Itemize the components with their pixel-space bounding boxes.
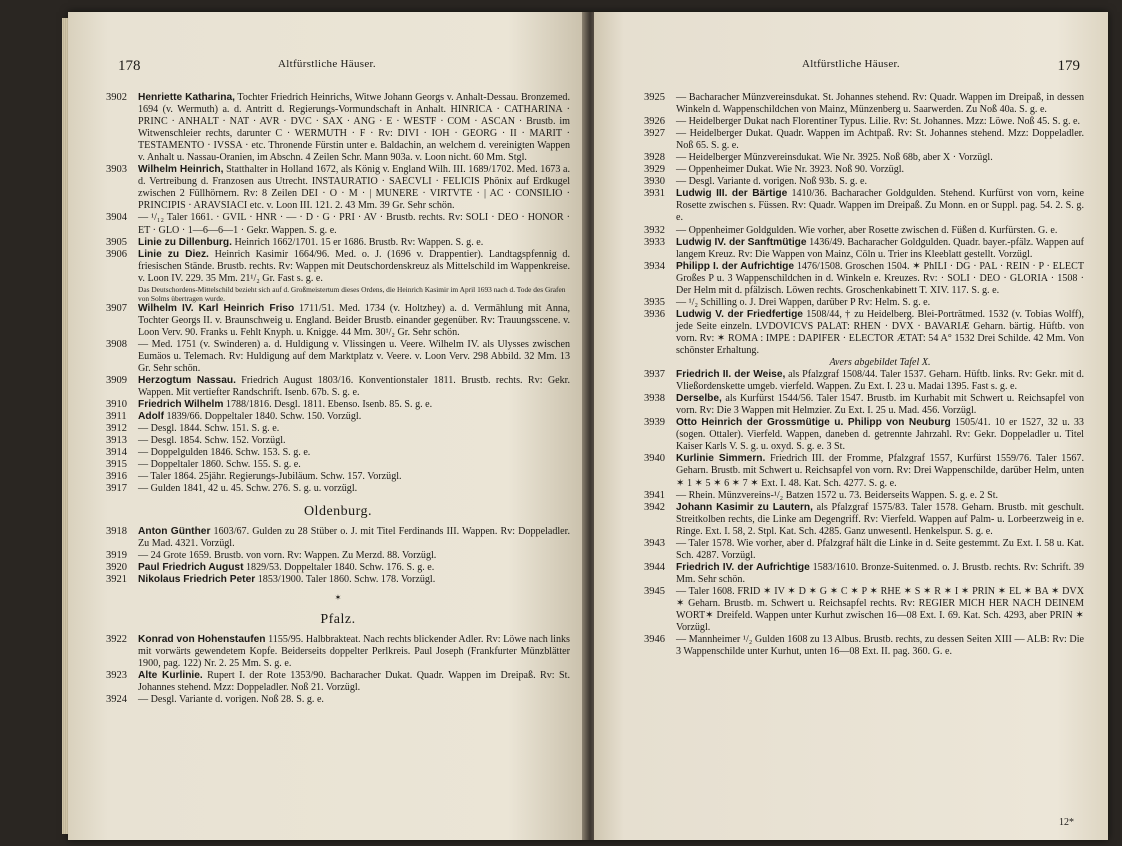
entry-ruler-name: Kurlinie Simmern. (676, 453, 766, 465)
entry-description: Heinrich Kasimir 1664/96. Med. o. J. (1696 v. Drappentier). Landtagspfennig d. friesischen Stände. Brustb. rechts. Rv: Wappen mit Deutschordenskreuz als Mittelschild im Wappenkreise. v. Loon IV. 229. 35 Mm. 21¹/₂ Gr. Fast s. g. e. (138, 248, 571, 284)
section-title-pfalz: Pfalz. (320, 611, 356, 627)
catalog-entry (644, 297, 1084, 309)
catalog-entry (644, 116, 1084, 128)
catalog-entry (644, 490, 1084, 502)
catalog-entry (106, 303, 570, 339)
entry-ruler-name: Philipp I. der Aufrichtige (676, 260, 795, 272)
entry-ruler-name: Anton Günther (138, 525, 211, 537)
entry-number: 3928 (644, 152, 665, 164)
entry-ruler-name: Friedrich IV. der Aufrichtige (676, 561, 810, 573)
entry-number: 3911 (106, 411, 127, 423)
entry-description: — Desgl. Variante d. vorigen. Noß 93b. S. g. e. (676, 176, 868, 188)
entry-number: 3933 (644, 236, 665, 248)
entry-number: 3926 (644, 116, 665, 128)
catalog-entry (106, 411, 570, 423)
right-page-number: 179 (1057, 58, 1080, 74)
entry-description: — Mannheimer ¹/₂ Gulden 1608 zu 13 Albus. Brustb. rechts, zu dessen Seiten XIII — ALB: Rv: Die 3 Wappenschilde unter Kurhut, unten 16—08 Ext. II. pag. 360. G. e. (676, 634, 1084, 658)
ornament-icon: ✶ (334, 592, 342, 602)
entry-number: 3923 (106, 670, 127, 682)
entry-number: 3935 (644, 296, 665, 308)
entry-description: — Taler 1864. 25jähr. Regierungs-Jubiläum. Schw. 157. Vorzügl. (138, 471, 402, 483)
entry-description: Friedrich August 1803/16. Konventionstaler 1811. Brustb. rechts. Rv: Gekr. Wappen. Mit vertiefter Randschrift. Isenb. 67b. S. g. e. (138, 375, 570, 399)
entry-description: Heinrich 1662/1701. 15 er 1686. Brustb. Rv: Wappen. S. g. e. (231, 236, 484, 248)
entry-description: — Bacharacher Münzvereinsdukat. St. Johannes stehend. Rv: Quadr. Wappen im Dreipaß, in dessen Winkeln d. Wappenschildchen von Mainz, Münzenberg u. Saarwerden. Zu Noß 40a. S. g. e. (676, 92, 1084, 116)
catalog-entry (106, 634, 570, 670)
entry-description: als Kurfürst 1544/56. Taler 1547. Brustb. im Kurhabit mit Schwert u. Reichsapfel von vorn. Rv: Die 3 Wappen mit Helmzier. Zu Ext. I. 25 u. Mad. 456. Vorzügl. (676, 393, 1084, 417)
entry-description: — ¹/₂ Schilling o. J. Drei Wappen, darüber P Rv: Helm. S. g. e. (676, 296, 931, 308)
entry-description: Friedrich III. der Fromme, Pfalzgraf 1557, Kurfürst 1559/76. Taler 1567. Geharn. Brustb. mit Schwert u. Reichsapfel von vorn. Rv: Drei Wappenschilde, darüber Helm, unten ✶ 1 ✶ 5 ✶ 6 ✶ 7 ✶ Ext. I. 48. Kat. Sch. 4277. S. g. e. (676, 453, 1084, 489)
entry-ruler-name: Wilhelm Heinrich, (138, 164, 224, 176)
entry-description: — Desgl. 1844. Schw. 151. S. g. e. (138, 423, 280, 435)
catalog-entry (106, 375, 570, 399)
entry-number: 3914 (106, 447, 127, 459)
entry-number: 3946 (644, 634, 665, 646)
catalog-entry (644, 188, 1084, 224)
entry-number: 3937 (644, 369, 665, 381)
book-spread (68, 12, 1108, 840)
catalog-entry (106, 574, 570, 586)
catalog-entry (106, 339, 570, 375)
entry-number: 3940 (644, 453, 665, 465)
catalog-entry (644, 562, 1084, 586)
entry-number: 3905 (106, 236, 127, 248)
entry-description: 1476/1508. Groschen 1504. ✶ PhILI · DG · PAL · REIN · P · ELECT Großes P u. 3 Wappenschildchen in d. Winkeln e. Kreuzes. Rv: · SOLI · DEO · GLORIA · 1508 · Der Helm mit d. pfälzisch. Löwen rechts. Groschenkabinett T. XIV. 117. S. g. e. (676, 260, 1084, 296)
left-running-title: Altfürstliche Häuser. (278, 58, 376, 70)
entry-ruler-name: Ludwig V. der Friedfertige (676, 308, 803, 320)
catalog-entry (106, 471, 570, 483)
entry-number: 3920 (106, 561, 127, 573)
catalog-entry (644, 237, 1084, 261)
entry-ruler-name: Wilhelm IV. Karl Heinrich Friso (138, 302, 295, 314)
entry-ruler-name: Ludwig IV. der Sanftmütige (676, 236, 807, 248)
entry-number: 3913 (106, 435, 127, 447)
entry-number: 3917 (106, 483, 127, 495)
entry-number: 3945 (644, 585, 665, 597)
entry-description: — Med. 1751 (v. Swinderen) a. d. Huldigung v. Vlissingen u. Veere. Wilhelm IV. als Ulysses zwischen Eumäos u. Telemach. Rv: Huldigung auf dem Marktplatz v. Veere. v. Loon Verv. 298 Abbild. 32 Mm. 13 Gr. Sehr schön. (138, 338, 570, 374)
entry-number: 3934 (644, 260, 665, 272)
entry-description: 1711/51. Med. 1734 (v. Holtzhey) a. d. Vermählung mit Anna, Tochter Georgs II. v. Braunschweig u. England. Beider Brustb. einander gegenüber. Rv: Trauungsscene. v. Loon Verv. 90. Franks u. Fehlt Knyph. u. Knigge. 44 Mm. 30¹/₂ Gr. Sehr schön. (138, 302, 570, 338)
entry-description: Rupert I. der Rote 1353/90. Bacharacher Dukat. Quadr. Wappen im Dreipaß. Rv: St. Johannes stehend. Mzz: Doppeladler. Noß 21. Vorzügl. (138, 670, 570, 694)
entry-description: Tochter Friedrich Heinrichs, Witwe Johann Georgs v. Anhalt-Dessau. Bronzemed. 1694 (v. Wermuth) a. d. Antritt d. Regierungs-Vormundschaft in Anhalt. HINRICA · CATHARINA · PRINC · ANHALT · NAT · AVR · DVC · SAX · ANG · E · WESTF · COM · ASCAN · Brustb. im Witwenschleier rechts, darunter C · WERMUTH · F · Rv: DIVI · IOH · GEORG · II · MARIT · TESTAMENTO · IVSSA · etc. Thronende Fürstin unter e. Baldachin, an welchem d. vereinigten Wappen v. Anhalt u. Nassau-Oranien, im Abschn. 4 Zeilen Schr. Mann 903a. v. Loon nicht. 60 Mm. Stgl. (138, 92, 570, 164)
catalog-entry (644, 502, 1084, 538)
entry-number: 3943 (644, 537, 665, 549)
entry-number: 3921 (106, 573, 127, 585)
entry-number: 3939 (644, 417, 665, 429)
entry-ruler-name: Henriette Katharina, (138, 92, 235, 103)
entry-number: 3919 (106, 549, 127, 561)
section-title-oldenburg: Oldenburg. (303, 503, 373, 519)
catalog-entry (106, 694, 570, 706)
catalog-entry (644, 417, 1084, 453)
entry-description: als Pfalzgraf 1508/44. Taler 1537. Geharn. Hüftb. links. Rv: Gekr. mit d. Vließordenskette umgeb. vierfeld. Wappen. Zu Ext. I. 23 u. Madai 1395. Fast s. g. e. (676, 369, 1084, 393)
entry-number: 3941 (644, 489, 665, 501)
entry-number: 3938 (644, 393, 665, 405)
entry-description: 1603/67. Gulden zu 28 Stüber o. J. mit Titel Ferdinands III. Wappen. Rv: Doppeladler. Zu Mad. 4321. Vorzügl. (138, 525, 570, 549)
entry-description: — Taler 1578. Wie vorher, aber d. Pfalzgraf hält die Linke in d. Seite gestemmt. Zu Ext. I. 58 u. Kat. Sch. 4287. Vorzügl. (676, 537, 1084, 561)
catalog-entry (106, 483, 570, 495)
left-page (68, 12, 586, 840)
catalog-entry (106, 423, 570, 435)
entry-description: 1583/1610. Bronze-Suitenmed. o. J. Brustb. rechts. Rv: Schrift. 39 Mm. Sehr schön. (676, 561, 1084, 585)
entry-description: — Heidelberger Dukat nach Florentiner Typus. Lilie. Rv: St. Johannes. Mzz: Löwe. Noß 45. S. g. e. (676, 116, 1081, 128)
right-page (594, 12, 1108, 840)
entry-description: — Desgl. 1854. Schw. 152. Vorzügl. (138, 435, 286, 447)
entry-description: 1436/49. Bacharacher Goldgulden. Quadr. bayer.-pfälz. Wappen auf langem Kreuz. Rv: Die Wappen von Mainz, Cöln u. Trier ins Kleeblatt gestellt. Vorzügl. (676, 236, 1084, 260)
catalog-entry (644, 128, 1084, 152)
catalog-entry (644, 225, 1084, 237)
catalog-entry (106, 447, 570, 459)
entry-description: — Taler 1608. FRID ✶ IV ✶ D ✶ G ✶ C ✶ P ✶ RHE ✶ S ✶ R ✶ I ✶ PRIN ✶ EL ✶ BA ✶ DVX ✶ Geharn. Brustb. m. Schwert u. Reichsapfel rechts. Rv: REGIER MICH HER NACH DEINEM WORT✶ Dreifeld. Wappen unter Kurhut zwischen 16—08 Ext. I. 69. Kat. Sch. 4293, aber PRIN ✶ Vorzügl. (676, 585, 1084, 634)
entry-number: 3916 (106, 471, 127, 483)
catalog-entry (644, 453, 1084, 489)
entry-description: — Oppenheimer Dukat. Wie Nr. 3923. Noß 90. Vorzügl. (676, 164, 905, 176)
entry-description: — Doppeltaler 1860. Schw. 155. S. g. e. (138, 459, 301, 471)
catalog-entry (106, 670, 570, 694)
entry-number: 3942 (644, 501, 665, 513)
signature-mark: 12* (1059, 817, 1074, 828)
entry-description: — Doppelgulden 1846. Schw. 153. S. g. e. (138, 447, 311, 459)
entry-description: — Rhein. Münzvereins-¹/₂ Batzen 1572 u. 73. Beiderseits Wappen. S. g. e. 2 St. (676, 489, 999, 501)
right-running-title: Altfürstliche Häuser. (802, 58, 900, 70)
entry-description: Avers abgebildet Tafel X. (829, 357, 931, 369)
entry-number: 3927 (644, 128, 665, 140)
catalog-entry (106, 399, 570, 411)
catalog-entry (106, 212, 570, 236)
catalog-entry (644, 369, 1084, 393)
catalog-entry (644, 357, 1084, 369)
entry-number: 3918 (106, 525, 127, 537)
entry-number: 3910 (106, 399, 127, 411)
catalog-entry (644, 92, 1084, 116)
entry-description: — Desgl. Variante d. vorigen. Noß 28. S. g. e. (138, 694, 324, 706)
catalog-entry (644, 261, 1084, 297)
entry-number: 3929 (644, 164, 665, 176)
catalog-entry (644, 309, 1084, 357)
entry-description: 1853/1900. Taler 1860. Schw. 178. Vorzügl. (255, 573, 436, 585)
entry-number: 3907 (106, 302, 127, 314)
entry-number: 3915 (106, 459, 127, 471)
entry-description: — Gulden 1841, 42 u. 45. Schw. 276. S. g. u. vorzügl. (138, 483, 358, 495)
catalog-entry (644, 176, 1084, 188)
entry-ruler-name: Linie zu Dillenburg. (138, 236, 232, 248)
entry-number: 3925 (644, 92, 665, 103)
entry-number: 3903 (106, 164, 127, 176)
entry-number: 3902 (106, 92, 127, 103)
catalog-entry (106, 92, 570, 164)
entry-description: 1788/1816. Desgl. 1811. Ebenso. Isenb. 85. S. g. e. (223, 399, 433, 411)
entry-number: 3906 (106, 248, 127, 260)
right-column (644, 92, 1084, 658)
entry-ruler-name: Adolf (138, 411, 165, 423)
entry-number: 3909 (106, 375, 127, 387)
entry-ruler-name: Linie zu Diez. (138, 248, 209, 260)
entry-description: 1155/95. Halbbrakteat. Nach rechts blickender Adler. Rv: Löwe nach links mit vorwärts gewendetem Kopfe. Beiderseits doppelter Perlkreis. Paul Joseph (Frankfurter Münzblätter 1900, pag. 122) Nr. 2. 25 Mm. S. g. e. (138, 633, 570, 669)
catalog-entry (106, 237, 570, 249)
entry-ruler-name: Alte Kurlinie. (138, 670, 203, 682)
entry-description: — Heidelberger Münzvereinsdukat. Wie Nr. 3925. Noß 68b, aber X · Vorzügl. (676, 152, 993, 164)
entry-number: 3908 (106, 338, 127, 350)
catalog-entry (106, 550, 570, 562)
entry-ruler-name: Otto Heinrich der Grossmütige u. Philipp von Neuburg (676, 417, 951, 429)
catalog-entry (106, 164, 570, 212)
entry-description: 1410/36. Bacharacher Goldgulden. Stehend. Kurfürst von vorn, keine Rosette zwischen s. Füssen. Rv: Quadr. Wappen im Dreipaß. Zu Monn. en or Suppl. pag. 54. 2. S. g. e. (676, 188, 1084, 224)
left-column (106, 92, 570, 706)
entry-number: 3936 (644, 308, 665, 320)
catalog-entry (106, 249, 570, 285)
catalog-entry (644, 634, 1084, 658)
entry-number: 3944 (644, 561, 665, 573)
catalog-entry (106, 435, 570, 447)
entry-number: 3912 (106, 423, 127, 435)
entry-ruler-name: Friedrich Wilhelm (138, 399, 224, 411)
entry-ruler-name: Johann Kasimir zu Lautern, (676, 501, 813, 513)
entry-description: 1505/41. 10 er 1527, 32 u. 33 (sogen. Ottaler). Vierfeld. Wappen, daneben d. getrennte Jahrzahl. Rv: Gekr. Doppeladler u. Titel Kaiser Karls V. S. g. u. oxyd. S. g. e. 3 St. (676, 417, 1084, 453)
entry-ruler-name: Paul Friedrich August (138, 561, 244, 573)
catalog-entry (644, 393, 1084, 417)
catalog-entry (644, 586, 1084, 634)
entry-number: 3930 (644, 176, 665, 188)
entry-description: 1829/53. Doppeltaler 1840. Schw. 176. S. g. e. (243, 561, 435, 573)
catalog-entry (644, 164, 1084, 176)
entry-description: — Oppenheimer Goldgulden. Wie vorher, aber Rosette zwischen d. Füßen d. Kurfürsten. G. e. (676, 224, 1058, 236)
entry-number: 3904 (106, 212, 127, 224)
footnote: Das Deutschordens-Mittelschild bezieht sich auf d. Großmeistertum dieses Ordens, die Heinrich Kasimir im April 1693 nach d. Tode des Grafen von Solms übertragen wurde. (138, 284, 566, 303)
catalog-entry (106, 526, 570, 550)
entry-description: Statthalter in Holland 1672, als König v. England Wilh. III. 1689/1702. Med. 1673 a. d. Vertreibung d. Franzosen aus Utrecht. INSTAURATIO · SAECVLI · FELICIS Phönix auf Erdkugel zwischen 2 Füllhörnern. Rv: 8 Zeilen DEI · O · M · | MUNERE · VIRTVTE · | AC · CONSILIO · PRINCIPIS · ARAVSIACI etc. v. Loon III. 121. 2. 43 Mm. 39 Gr. Sehr schön. (138, 164, 570, 212)
catalog-entry (106, 459, 570, 471)
catalog-entry (644, 538, 1084, 562)
left-page-number: 178 (118, 58, 141, 74)
entry-description: — 24 Grote 1659. Brustb. von vorn. Rv: Wappen. Zu Merzd. 88. Vorzügl. (138, 549, 437, 561)
entry-ruler-name: Ludwig III. der Bärtige (676, 188, 788, 200)
entry-description: 1508/44, † zu Heidelberg. Blei-Porträtmed. 1532 (v. Tobias Wolff), jede Seite einzeln. LVDOVICVS PALAT: RHEN · DVX · BAVARIÆ Geharn. bärtig. Hüftb. von vorn. Rv: ✶ ROMA : IMPE : DAPIFER · ELECTOR ÆTAT: 54 A° 1532 Drei Schilde. 42 Mm. Von schönster Erhaltung. (676, 308, 1084, 356)
entry-number: 3931 (644, 188, 665, 200)
entry-description: — ¹/₁₂ Taler 1661. · GVIL · HNR · — · D · G · PRI · AV · Brustb. rechts. Rv: SOLI · DEO · HONOR · ET · GLO · 1—6—6—1 · Gekr. Wappen. S. g. e. (138, 212, 570, 236)
entry-description: 1839/66. Doppeltaler 1840. Schw. 150. Vorzügl. (164, 411, 362, 423)
entry-ruler-name: Konrad von Hohenstaufen (138, 633, 266, 645)
entry-ruler-name: Derselbe, (676, 393, 722, 405)
entry-number: 3922 (106, 633, 127, 645)
catalog-entry (644, 152, 1084, 164)
entry-description: — Heidelberger Dukat. Quadr. Wappen im Achtpaß. Rv: St. Johannes stehend. Mzz: Doppeladler. Noß 65. S. g. e. (676, 128, 1084, 152)
entry-ruler-name: Herzogtum Nassau. (138, 375, 236, 387)
entry-number: 3924 (106, 694, 127, 706)
entry-description: als Pfalzgraf 1575/83. Taler 1578. Geharn. Brustb. mit geschult. Streitkolben rechts, die Linke am Degengriff. Rv: Vierfeld. Wappen auf Palm- u. Lorbeerzweig in e. Ringe. Ext. I. 58, 2. Stpl. Kat. Sch. 4285. Ganz unwesentl. Henkelspur. S. g. e. (676, 501, 1084, 537)
catalog-entry (106, 562, 570, 574)
entry-number: 3932 (644, 224, 665, 236)
entry-ruler-name: Nikolaus Friedrich Peter (138, 573, 256, 585)
entry-ruler-name: Friedrich II. der Weise, (676, 369, 786, 381)
